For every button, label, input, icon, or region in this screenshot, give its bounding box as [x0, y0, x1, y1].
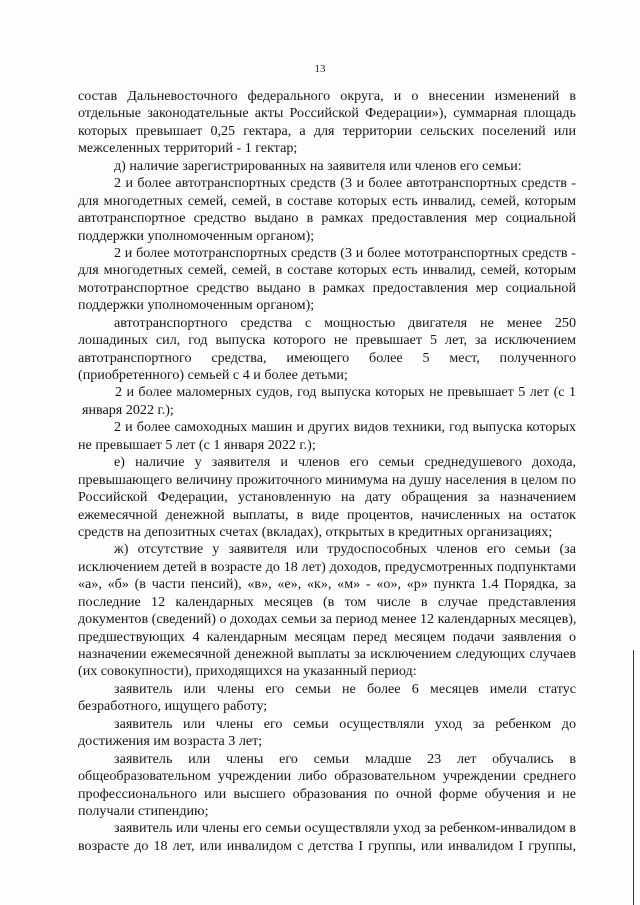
text-line: автотранспортного средства с мощностью двигателя не менее 250 [114, 314, 576, 331]
scan-edge-line [633, 650, 634, 905]
text-line: января 2022 г.); [82, 401, 174, 418]
text-line: получали стипендию; [78, 802, 209, 819]
text-line: поддержки уполномоченным органом); [78, 227, 315, 244]
text-line: Российской Федерации, установленную на дату обращения за назначением [78, 489, 576, 506]
text-line: для многодетных семей, семей, в составе которых есть инвалид, семей, которым [78, 262, 576, 279]
text-line: д) наличие зарегистрированных на заявителя или членов его семьи: [114, 157, 522, 174]
text-line: последние 12 календарных месяцев (в том числе в случае представления [78, 593, 576, 610]
text-line: мототранспортное средство выдано в рамках предоставления мер социальной [78, 279, 576, 296]
text-line: е) наличие у заявителя и членов его семьи среднедушевого дохода, [114, 454, 576, 471]
text-line: заявитель или члены его семьи младше 23 лет обучались в [114, 750, 576, 767]
text-line: состав Дальневосточного федерального округа, и о внесении изменений в [78, 88, 576, 104]
text-line: для многодетных семей, семей, в составе которых есть инвалид, семей, которым [78, 192, 576, 209]
text-line: исключением детей в возрасте до 18 лет) доходов, предусмотренных подпунктами [78, 558, 576, 575]
text-line: документов (сведений) о доходах семьи за период менее 12 календарных месяцев), [78, 611, 577, 628]
text-line: ж) отсутствие у заявителя или трудоспособных членов его семьи (за [114, 541, 576, 558]
text-line: (приобретенного) семьей с 4 и более детьми; [78, 367, 348, 383]
text-line: заявитель или члены его семьи осуществляли уход за ребенком-инвалидом в [114, 820, 576, 837]
text-line: лошадиных сил, год выпуска которого не превышает 5 лет, за исключением [78, 332, 576, 349]
text-line: «а», «б» (в части пенсий), «в», «е», «к», «м» - «о», «р» пункта 1.4 Порядка, за [78, 576, 576, 593]
text-line: не превышает 5 лет (с 1 января 2022 г.); [78, 436, 316, 453]
text-line: 2 и более автотранспортных средств (3 и более автотранспортных средств - [114, 175, 576, 192]
text-line: ежемесячной денежной выплаты, в виде процентов, начисленных на остаток [78, 506, 576, 523]
text-line: достижения им возраста 3 лет; [78, 733, 263, 750]
page-number: 13 [314, 63, 326, 75]
text-line: поддержки уполномоченным органом); [78, 297, 315, 314]
text-line: безработного, ищущего работу; [78, 698, 268, 715]
text-line: 2 и более маломерных судов, год выпуска которых не превышает 5 лет (с 1 [115, 384, 576, 401]
text-line: предшествующих 4 календарным месяцам перед месяцем подачи заявления о [78, 628, 576, 645]
text-line: профессионального или высшего образования по очной форме обучения и не [78, 785, 576, 802]
text-line: межселенных территорий - 1 гектар; [78, 140, 298, 157]
text-line: заявитель или члены его семьи осуществляли уход за ребенком до [114, 715, 576, 732]
text-line: возрасте до 18 лет, или инвалидом с детства I группы, или инвалидом I группы, [78, 837, 576, 854]
text-line: заявитель или члены его семьи не более 6 месяцев имели статус [114, 680, 576, 697]
text-line: автотранспортного средства, имеющего более 5 мест, полученного [78, 349, 576, 366]
text-line: автотранспортное средство выдано в рамках предоставления мер социальной [78, 210, 576, 227]
text-line: средств на депозитных счетах (вкладах), открытых в кредитных организациях; [78, 523, 553, 540]
text-line: назначении ежемесячной денежной выплаты за исключением следующих случаев [78, 646, 576, 662]
text-line: 2 и более мототранспортных средств (3 и более мототранспортных средств - [114, 244, 576, 261]
text-line: отдельные законодательные акты Российской Федерации»), суммарная площадь [78, 105, 576, 122]
text-line: которых превышает 0,25 гектара, а для территории сельских поселений или [78, 122, 576, 139]
text-line: 2 и более самоходных машин и других видов техники, год выпуска которых [114, 419, 576, 436]
document-body [78, 88, 576, 855]
text-line: (их совокупности), приходящихся на указанный период: [78, 663, 417, 680]
text-line: превышающего величину прожиточного минимума на душу населения в целом по [78, 471, 576, 488]
text-line: общеобразовательном учреждении либо образовательном учреждении среднего [78, 768, 576, 785]
